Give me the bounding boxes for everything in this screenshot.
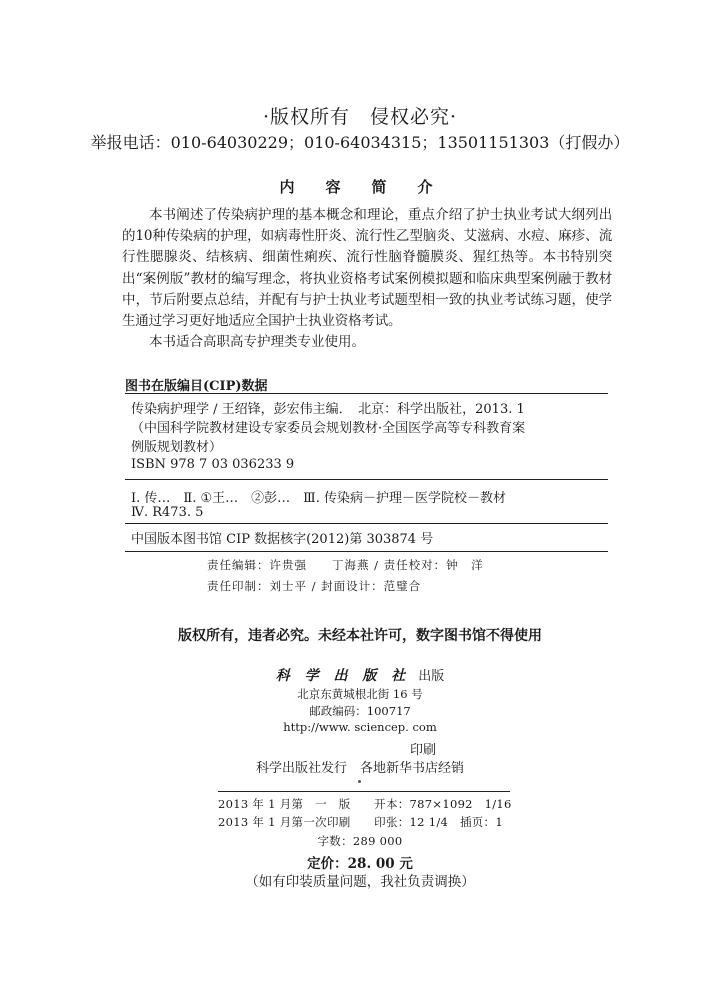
cip-bibliographic-line: 传染病护理学 / 王绍锋，彭宏伟主编． 北京：科学出版社，2013. 1: [131, 402, 525, 417]
print-run-line: 2013 年 1 月第一次印刷 印张：12 1/4 插页：1: [218, 815, 503, 829]
publisher-url: http://www. sciencep. com: [283, 720, 437, 734]
copyright-heading: ·版权所有 侵权必究·: [262, 106, 458, 128]
cip-approval-number: 中国版本图书馆 CIP 数据核字(2012)第 303874 号: [131, 532, 434, 547]
summary-paragraph: 本书适合高职高专护理类专业使用。: [149, 334, 365, 351]
editor-credits: 责任编辑：许贵强 丁海燕 / 责任校对：钟 洋: [207, 558, 484, 572]
print-speck: [358, 780, 361, 783]
rights-notice: 版权所有，违者必究。未经本社许可，数字图书馆不得使用: [178, 628, 542, 644]
publisher-postcode: 邮政编码：100717: [309, 704, 411, 718]
publisher-logo: 科 学 出 版 社: [275, 668, 411, 684]
report-phone-line: 举报电话：010-64030229；010-64034315；13501151303（打假办）: [90, 133, 630, 152]
summary-body: [122, 205, 612, 353]
summary-title: 内 容 简 介: [279, 178, 441, 196]
printer-line: 印刷: [410, 743, 437, 758]
summary-paragraph: 本书阐述了传染病护理的基本概念和理论，重点介绍了护士执业考试大纲列出的10种传染病的护理，如病毒性肝炎、流行性乙型脑炎、艾滋病、水痘、麻疹、流行性腮腺炎、结核病、细菌性痢疾、流行性脑脊髓膜炎、猩红热等。本书特别突出“案例版”教材的编写理念，将执业资格考试案例模拟题和临床典型案例融于教材中，节后附要点总结，并配有与护士执业考试题型相一致的执业考试练习题，使学生通过学习更好地适应全国护士执业资格考试。: [122, 207, 612, 330]
publisher-row: [0, 665, 720, 685]
imprint-divider: [218, 791, 510, 792]
cip-classification: Ⅳ. R473. 5: [131, 505, 204, 520]
distribution-line: 科学出版社发行 各地新华书店经销: [255, 761, 464, 776]
cip-subjects: Ⅰ. 传… Ⅱ. ①王… ②彭… Ⅲ. 传染病－护理－医学院校－教材: [131, 491, 506, 506]
production-credits: 责任印制：刘士平 / 封面设计：范璧合: [207, 579, 422, 593]
cip-series-line: （中国科学院教材建设专家委员会规划教材·全国医学高等专科教育案: [131, 421, 526, 436]
edition-line: 2013 年 1 月第 一 版 开本：787×1092 1/16: [218, 797, 512, 811]
price: 定价：28. 00 元: [307, 856, 413, 872]
cip-isbn: ISBN 978 7 03 036233 9: [131, 457, 295, 472]
publisher-address: 北京东黄城根北街 16 号: [297, 687, 423, 701]
word-count: 字数：289 000: [317, 834, 403, 848]
cip-series-line-cont: 例版规划教材）: [131, 440, 223, 455]
cip-data-block: [125, 393, 608, 552]
publisher-suffix: 出版: [418, 669, 445, 684]
cip-divider: [125, 479, 608, 480]
quality-note: （如有印装质量问题，我社负责调换）: [245, 874, 475, 890]
cip-divider: [125, 523, 608, 524]
cip-title: 图书在版编目(CIP)数据: [125, 379, 268, 394]
